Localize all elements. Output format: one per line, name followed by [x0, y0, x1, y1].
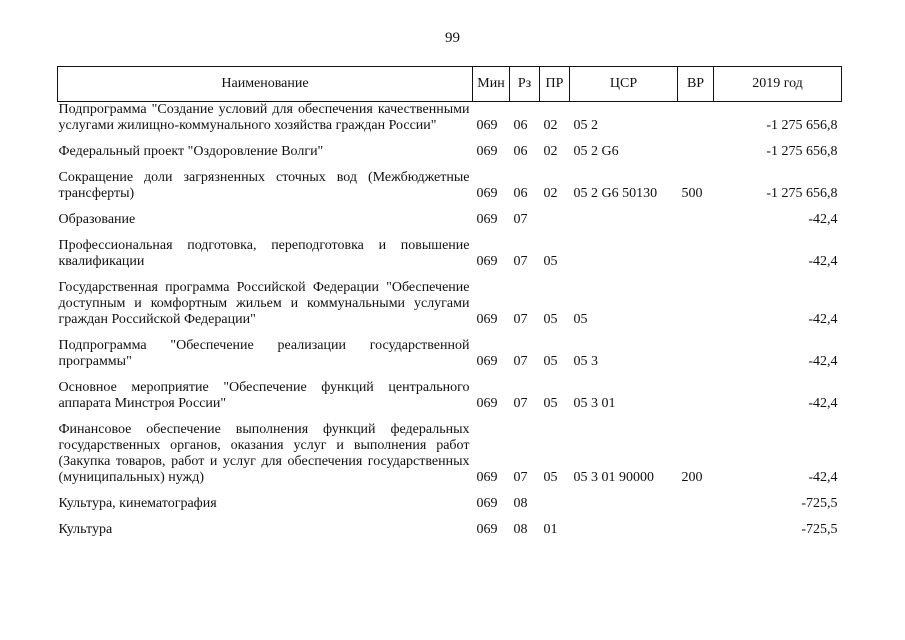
row-csr: 05 3 01 [573, 396, 616, 411]
row-csr: 05 2 G6 [573, 144, 619, 159]
table-row [58, 272, 842, 330]
row-name: Подпрограмма "Создание условий для обеспечения качественными услугами жилищно-коммунального хозяйства граждан России" [58, 102, 470, 133]
row-vr [678, 488, 714, 514]
row-amount: -725,5 [801, 496, 838, 511]
row-name: Основное мероприятие "Обеспечение функций центрального аппарата Минстроя России" [58, 380, 470, 411]
row-min: 069 [476, 354, 498, 369]
table-row [58, 136, 842, 162]
page-number: 99 [445, 30, 460, 46]
row-min: 069 [476, 496, 498, 511]
row-pr: 05 [543, 312, 558, 327]
row-vr [678, 204, 714, 230]
row-pr: 01 [543, 522, 558, 537]
row-amount: -42,4 [808, 470, 838, 485]
row-csr: 05 3 [573, 354, 598, 369]
table-row [58, 514, 842, 540]
row-vr: 200 [681, 470, 703, 485]
row-name: Федеральный проект "Оздоровление Волги" [58, 144, 324, 159]
row-min: 069 [476, 396, 498, 411]
row-name: Финансовое обеспечение выполнения функций федеральных государственных органов, оказания услуг и выполнения работ (Закупка товаров, работ и услуг для обеспечения государственных (муниципальных) нужд) [58, 422, 470, 485]
row-amount: -1 275 656,8 [766, 186, 838, 201]
row-vr [678, 272, 714, 330]
row-name: Образование [58, 212, 136, 227]
row-csr [570, 230, 678, 272]
row-pr [540, 204, 570, 230]
row-rz: 06 [513, 186, 528, 201]
row-amount: -42,4 [808, 212, 838, 227]
row-amount: -725,5 [801, 522, 838, 537]
row-rz: 08 [513, 522, 528, 537]
row-rz: 06 [513, 118, 528, 133]
header-csr: ЦСР [570, 67, 678, 102]
table-row [58, 102, 842, 137]
row-rz: 07 [513, 354, 528, 369]
row-name: Профессиональная подготовка, переподготовка и повышение квалификации [58, 238, 470, 269]
header-rz: Рз [510, 67, 540, 102]
row-csr: 05 2 [573, 118, 598, 133]
row-vr [678, 136, 714, 162]
row-min: 069 [476, 186, 498, 201]
row-vr: 500 [681, 186, 703, 201]
table-row [58, 330, 842, 372]
row-amount: -42,4 [808, 312, 838, 327]
row-pr: 02 [543, 186, 558, 201]
row-min: 069 [476, 312, 498, 327]
row-min: 069 [476, 144, 498, 159]
row-pr: 05 [543, 254, 558, 269]
row-pr: 02 [543, 144, 558, 159]
header-min: Мин [473, 67, 510, 102]
row-csr: 05 [573, 312, 588, 327]
row-name: Культура, кинематография [58, 496, 217, 511]
row-rz: 06 [513, 144, 528, 159]
row-min: 069 [476, 118, 498, 133]
row-vr [678, 514, 714, 540]
row-pr: 02 [543, 118, 558, 133]
header-vr: ВР [678, 67, 714, 102]
row-name: Подпрограмма "Обеспечение реализации государственной программы" [58, 338, 470, 369]
row-csr [570, 488, 678, 514]
table-header-row [58, 67, 842, 102]
row-pr: 05 [543, 396, 558, 411]
row-rz: 08 [513, 496, 528, 511]
row-amount: -42,4 [808, 396, 838, 411]
header-pr: ПР [540, 67, 570, 102]
budget-table [57, 66, 842, 540]
row-rz: 07 [513, 396, 528, 411]
row-rz: 07 [513, 470, 528, 485]
row-rz: 07 [513, 212, 528, 227]
row-rz: 07 [513, 254, 528, 269]
row-amount: -1 275 656,8 [766, 118, 838, 133]
row-vr [678, 230, 714, 272]
row-min: 069 [476, 470, 498, 485]
row-name: Государственная программа Российской Федерации "Обеспечение доступным и комфортным жильем и коммунальными услугами граждан Российской Федерации" [58, 280, 470, 327]
header-name: Наименование [58, 67, 473, 102]
row-vr [678, 330, 714, 372]
row-pr [540, 488, 570, 514]
table-row [58, 488, 842, 514]
table-row [58, 162, 842, 204]
header-year: 2019 год [714, 67, 842, 102]
row-amount: -42,4 [808, 354, 838, 369]
table-row [58, 204, 842, 230]
row-rz: 07 [513, 312, 528, 327]
row-csr [570, 514, 678, 540]
row-min: 069 [476, 254, 498, 269]
row-name: Сокращение доли загрязненных сточных вод (Межбюджетные трансферты) [58, 170, 470, 201]
row-vr [678, 102, 714, 137]
row-csr: 05 3 01 90000 [573, 470, 654, 485]
row-amount: -42,4 [808, 254, 838, 269]
row-csr: 05 2 G6 50130 [573, 186, 658, 201]
row-vr [678, 372, 714, 414]
table-row [58, 230, 842, 272]
row-min: 069 [476, 522, 498, 537]
row-csr [570, 204, 678, 230]
row-amount: -1 275 656,8 [766, 144, 838, 159]
row-name: Культура [58, 522, 113, 537]
table-row [58, 414, 842, 488]
row-min: 069 [476, 212, 498, 227]
row-pr: 05 [543, 354, 558, 369]
row-pr: 05 [543, 470, 558, 485]
table-row [58, 372, 842, 414]
